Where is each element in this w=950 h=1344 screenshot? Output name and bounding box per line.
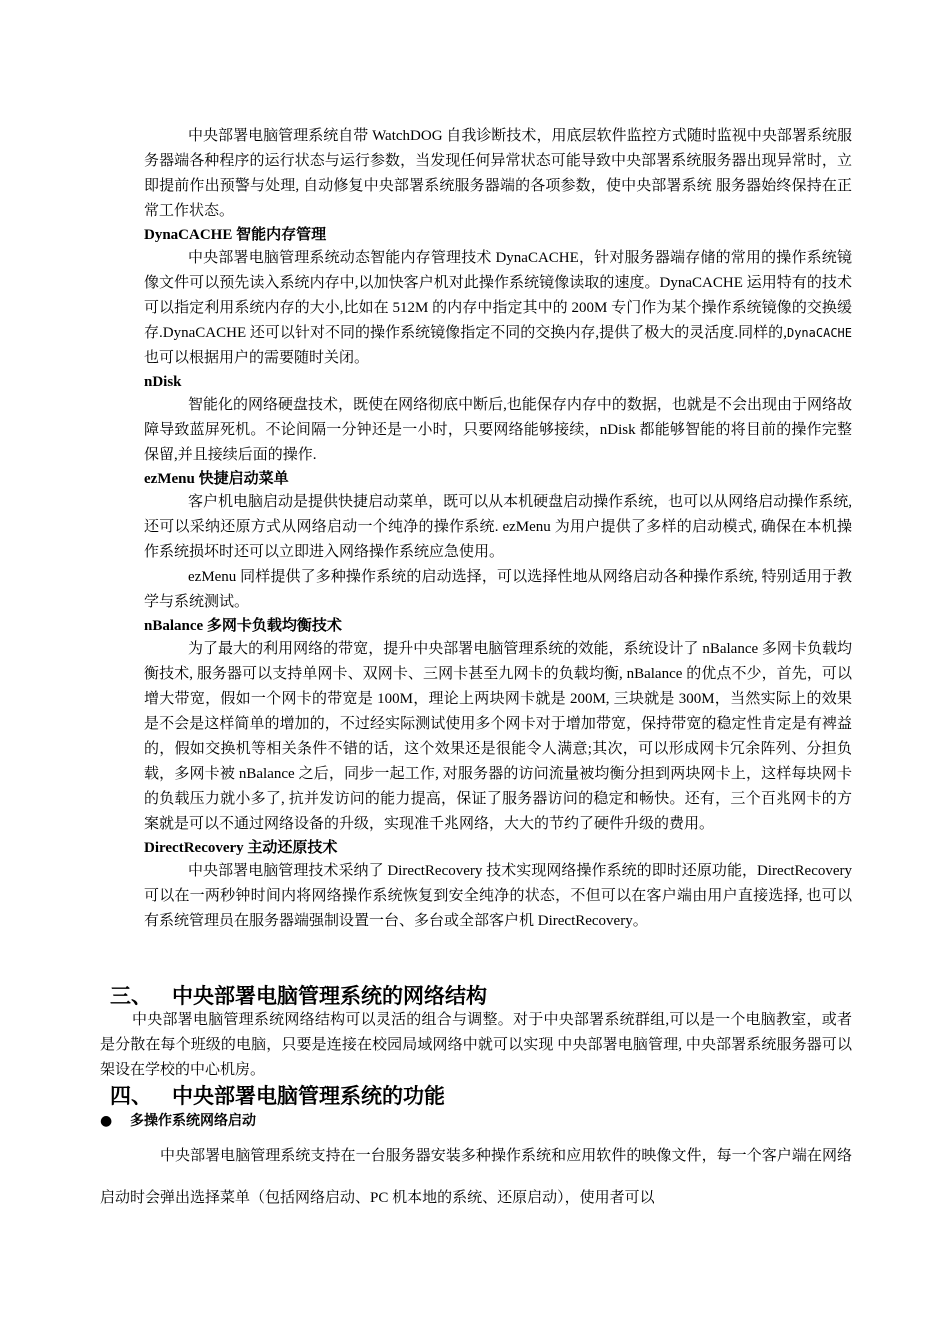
ezmenu-paragraph-2: ezMenu 同样提供了多种操作系统的启动选择，可以选择性地从网络启动各种操作系统, 特别适用于教学与系统测试。 (144, 569, 852, 610)
section-3-title: 中央部署电脑管理系统的网络结构 (172, 984, 487, 1008)
section-3-paragraph: 中央部署电脑管理系统网络结构可以灵活的组合与调整。对于中央部署系统群组,可以是一个电脑教室，或者是分散在每个班级的电脑，只要是连接在校园局域网络中就可以实现 中央部署电脑管理, 中央部署系统服务器可以架设在学校的中心机房。 (100, 1012, 852, 1078)
dynacache-paragraph (144, 246, 852, 371)
ezmenu-paragraph-1: 客户机电脑启动是提供快捷启动菜单，既可以从本机硬盘启动操作系统，也可以从网络启动操作系统, 还可以采纳还原方式从网络启动一个纯净的操作系统. ezMenu 为用户提供了多样的启动模式, 确保在本机操作系统损坏时还可以立即进入网络操作系统应急使用。 (144, 494, 852, 560)
ndisk-paragraph: 智能化的网络硬盘技术，既使在网络彻底中断后,也能保存内存中的数据，也就是不会出现由于网络故障导致蓝屏死机。不论间隔一分钟还是一小时，只要网络能够接续，nDisk 都能够智能的将目前的操作完整保留,并且接续后面的操作. (144, 397, 852, 463)
section-4-number: 四、 (110, 1084, 152, 1108)
bullet-heading-multi-os (100, 1110, 840, 1132)
directrecovery-heading: DirectRecovery 主动还原技术 (144, 840, 338, 856)
dynacache-text-b: 也可以根据用户的需要随时关闭。 (144, 350, 370, 366)
bullet-paragraph: 中央部署电脑管理系统支持在一台服务器安装多种操作系统和应用软件的映像文件，每一个客户端在网络启动时会弹出选择菜单（包括网络启动、PC 机本地的系统、还原启动），使用者可以 (100, 1148, 852, 1206)
dynacache-text-a: 中央部署电脑管理系统动态智能内存管理技术 DynaCACHE，针对服务器端存储的常用的操作系统镜像文件可以预先读入系统内存中,以加快客户机对此操作系统镜像读取的速度。DynaCACHE 运用特有的技术可以指定利用系统内存的大小,比如在 512M 的内存中指定其中的 200M 专门作为某个操作系统镜像的交换缓存.DynaCACHE 还可以针对不同的操作系统镜像指定不同的交换内存,提供了极大的灵活度.同样的, (144, 250, 852, 341)
bullet-heading-text: 多操作系统网络启动 (130, 1113, 256, 1129)
dynacache-mono-term: DynaCACHE (786, 326, 852, 340)
dynacache-heading: DynaCACHE 智能内存管理 (144, 227, 327, 243)
directrecovery-paragraph: 中央部署电脑管理技术采纳了 DirectRecovery 技术实现网络操作系统的即时还原功能，DirectRecovery 可以在一两秒钟时间内将网络操作系统恢复到安全纯净的状态，不但可以在客户端由用户直接选择, 也可以有系统管理员在服务器端强制设置一台、多台或全部客户机 DirectRecovery。 (144, 863, 852, 929)
nbalance-paragraph: 为了最大的利用网络的带宽，提升中央部署电脑管理系统的效能，系统设计了 nBalance 多网卡负载均衡技术, 服务器可以支持单网卡、双网卡、三网卡甚至九网卡的负载均衡, nBalance 的优点不少，首先，可以增大带宽，假如一个网卡的带宽是 100M，理论上两块网卡就是 200M, 三块就是 300M，当然实际上的效果是不会是这样简单的增加的，不过经实际测试使用多个网卡对于增加带宽，保持带宽的稳定性肯定是有裨益的，假如交换机等相关条件不错的话，这个效果还是很能令人满意;其次，可以形成网卡冗余阵列、分担负载，多网卡被 nBalance 之后，同步一起工作, 对服务器的访问流量被均衡分担到两块网卡上，这样每块网卡的负载压力就小多了, 抗并发访问的能力提高，保证了服务器访问的稳定和畅快。还有，三个百兆网卡的方案就是可以不通过网络设备的升级，实现准千兆网络，大大的节约了硬件升级的费用。 (144, 641, 852, 832)
ezmenu-heading: ezMenu 快捷启动菜单 (144, 471, 289, 487)
nbalance-heading: nBalance 多网卡负载均衡技术 (144, 618, 342, 634)
section-4-title: 中央部署电脑管理系统的功能 (172, 1084, 445, 1108)
watchdog-paragraph: 中央部署电脑管理系统自带 WatchDOG 自我诊断技术，用底层软件监控方式随时监视中央部署系统服务器端各种程序的运行状态与运行参数，当发现任何异常状态可能导致中央部署系统服务器出现异常时，立即提前作出预警与处理, 自动修复中央部署系统服务器端的各项参数，使中央部署系统 服务器始终保持在正常工作状态。 (144, 128, 852, 219)
section-4-heading (110, 1082, 850, 1110)
ndisk-heading: nDisk (144, 374, 182, 390)
section-3-number: 三、 (110, 984, 152, 1008)
feature-section-list (144, 124, 852, 934)
section-3-heading (110, 982, 850, 1010)
bullet-dot-icon: ● (100, 1113, 113, 1129)
